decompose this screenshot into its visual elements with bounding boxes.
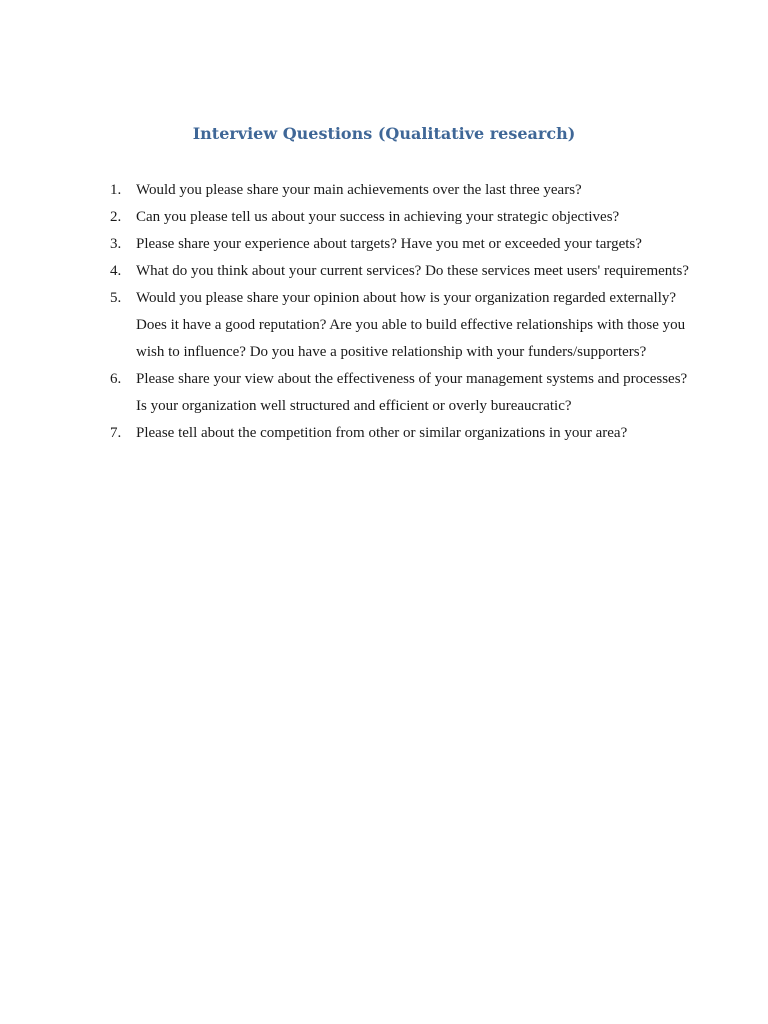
question-list: [110, 177, 690, 447]
question-text: Can you please tell us about your success in achieving your strategic objectives?: [136, 209, 620, 225]
question-number: 6.: [110, 371, 122, 387]
question-number: 4.: [110, 263, 122, 279]
question-text: Would you please share your opinion about how is your organization regarded externally? Does it have a good reputation? Are you able to build effective relationships with those you wish to influence? Do you have a positive relationship with your funders/supporters?: [136, 290, 686, 360]
question-number: 7.: [110, 425, 122, 441]
question-item-5: [110, 285, 690, 366]
question-text: Please share your experience about targets? Have you met or exceeded your targets?: [136, 236, 642, 252]
question-text: Please share your view about the effectiveness of your management systems and processes? Is your organization well structured and efficient or overly bureaucratic?: [136, 371, 688, 414]
question-item-1: [110, 177, 690, 204]
question-number: 2.: [110, 209, 122, 225]
question-text: Would you please share your main achievements over the last three years?: [136, 182, 582, 198]
question-item-3: [110, 231, 690, 258]
question-item-4: [110, 258, 690, 285]
question-number: 3.: [110, 236, 122, 252]
question-number: 1.: [110, 182, 122, 198]
question-text: Please tell about the competition from other or similar organizations in your area?: [136, 425, 628, 441]
question-item-7: [110, 420, 690, 447]
question-item-2: [110, 204, 690, 231]
page-title: Interview Questions (Qualitative research): [192, 124, 576, 143]
question-number: 5.: [110, 290, 122, 306]
question-text: What do you think about your current services? Do these services meet users' requirements?: [136, 263, 689, 279]
question-item-6: [110, 366, 690, 420]
